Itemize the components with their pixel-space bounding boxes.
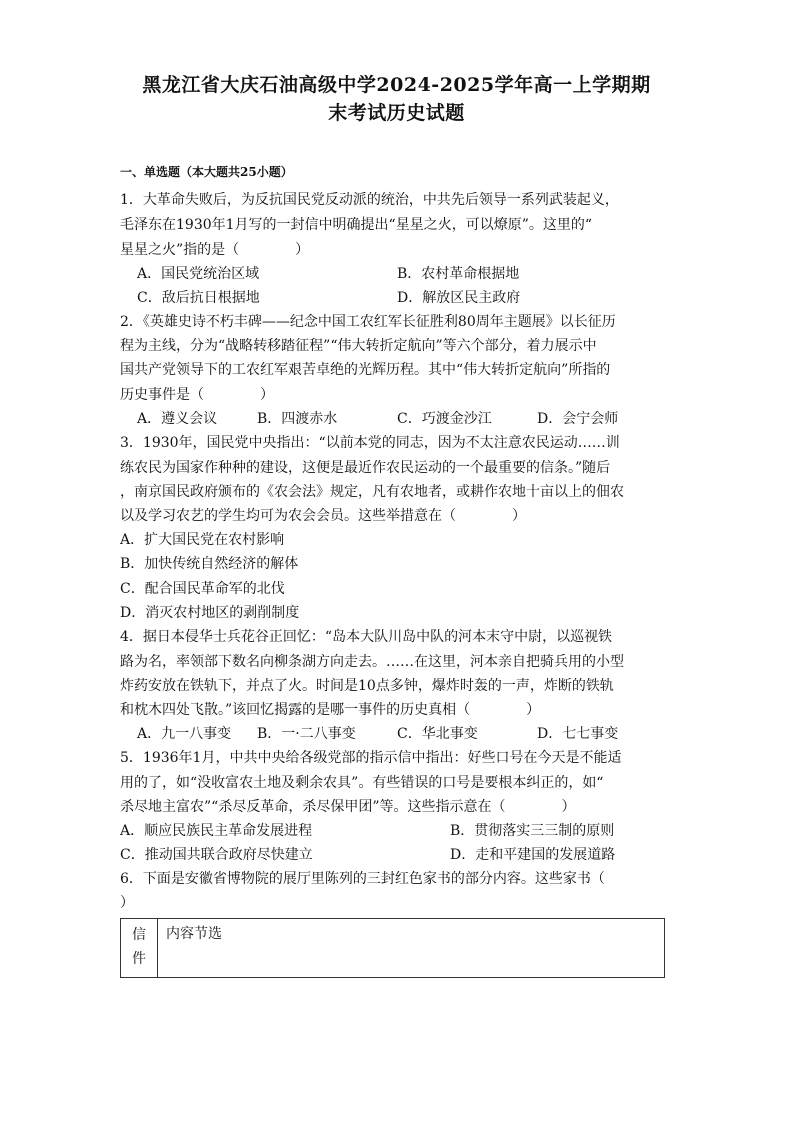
q1-option-c[interactable]: C．敌后抗日根据地: [137, 290, 260, 306]
q4-option-c[interactable]: C．华北事变: [397, 726, 478, 742]
q3-stem-line: 以及学习农艺的学生均可为农会会员。这些举措意在（ ）: [120, 508, 526, 524]
q1-option-d[interactable]: D．解放区民主政府: [397, 290, 521, 306]
q2-option-a[interactable]: A．遵义会议: [137, 411, 218, 427]
q3-stem-line: ，南京国民政府颁布的《农会法》规定，凡有农地者，或耕作农地十亩以上的佃农: [120, 484, 624, 500]
q3-stem-line: 练农民为国家作种种的建设，这便是最近作农民运动的一个最重要的信条。”随后: [120, 460, 611, 476]
q5-stem-line: 5．1936年1月，中共中央给各级党部的指示信中指出：好些口号在今天是不能适: [120, 750, 622, 766]
q4-stem-line: 4．据日本侵华士兵花谷正回忆：“岛本大队川岛中队的河本末守中尉，以巡视铁: [120, 629, 613, 645]
q3-option-b[interactable]: B．加快传统自然经济的解体: [120, 556, 299, 572]
q2-option-b[interactable]: B．四渡赤水: [257, 411, 338, 427]
q4-option-d[interactable]: D．七七事变: [537, 726, 619, 742]
exam-title-line2: 末考试历史试题: [328, 102, 465, 124]
q1-stem-line: 1．大革命失败后，为反抗国民党反动派的统治，中共先后领导一系列武装起义，: [120, 192, 619, 208]
q6-stem-line: 6．下面是安徽省博物院的展厅里陈列的三封红色家书的部分内容。这些家书（: [120, 871, 605, 887]
q4-option-b[interactable]: B．一·二八事变: [257, 726, 356, 742]
q6-stem-line: ）: [120, 895, 134, 911]
q3-option-a[interactable]: A．扩大国民党在农村影响: [120, 532, 285, 548]
section-heading: 一、单选题（本大题共25小题）: [120, 165, 293, 179]
q3-stem-line: 3．1930年，国民党中央指出：“以前本党的同志，因为不太注意农民运动……训: [120, 435, 620, 451]
exam-title-line1: 黑龙江省大庆石油高级中学2024-2025学年高一上学期期: [142, 74, 651, 96]
q5-option-d[interactable]: D．走和平建国的发展道路: [450, 847, 616, 863]
table-header-letter: 信件: [121, 919, 158, 978]
q4-option-a[interactable]: A．九一八事变: [137, 726, 232, 742]
q4-stem-line: 炸药安放在铁轨下，并点了火。时间是10点多钟，爆炸时轰的一声，炸断的铁轨: [120, 678, 614, 694]
q2-stem-line: 程为主线，分为“战略转移踏征程”“伟大转折定航向”等六个部分，着力展示中: [120, 338, 597, 354]
q1-stem-line: 毛泽东在1930年1月写的一封信中明确提出“星星之火，可以燎原”。这里的“: [120, 217, 593, 233]
q3-option-d[interactable]: D．消灭农村地区的剥削制度: [120, 605, 300, 621]
q1-stem-line: 星星之火”指的是（ ）: [120, 242, 310, 258]
q2-option-c[interactable]: C．巧渡金沙江: [397, 411, 492, 427]
q2-stem-line: 2．《英雄史诗不朽丰碑——纪念中国工农红军长征胜利80周年主题展》以长征历: [120, 314, 616, 330]
q2-stem-line: 国共产党领导下的工农红军艰苦卓绝的光辉历程。其中“伟大转折定航向”所指的: [120, 362, 611, 378]
q4-stem-line: 路为名，率领部下数名向柳条湖方向走去。……在这里，河本亲自把骑兵用的小型: [120, 654, 624, 670]
q5-stem-line: 杀尽地主富农”“杀尽反革命，杀尽保甲团”等。这些指示意在（ ）: [120, 799, 576, 815]
q2-stem-line: 历史事件是（ ）: [120, 387, 274, 403]
q1-option-b[interactable]: B．农村革命根据地: [397, 266, 520, 282]
q5-option-a[interactable]: A．顺应民族民主革命发展进程: [120, 823, 313, 839]
q5-option-c[interactable]: C．推动国共联合政府尽快建立: [120, 847, 313, 863]
q2-option-d[interactable]: D．会宁会师: [537, 411, 619, 427]
q5-stem-line: 用的了，如“没收富农土地及剩余农具”。有些错误的口号是要根本纠正的，如“: [120, 775, 604, 791]
q3-option-c[interactable]: C．配合国民革命军的北伐: [120, 581, 285, 597]
table-header-excerpt: 内容节选: [158, 919, 665, 978]
q1-option-a[interactable]: A．国民党统治区域: [137, 266, 260, 282]
letters-table: [120, 918, 665, 978]
table-header-row: [121, 919, 665, 978]
q4-stem-line: 和枕木四处飞散。”该回忆揭露的是哪一事件的历史真相（ ）: [120, 702, 541, 718]
q5-option-b[interactable]: B．贯彻落实三三制的原则: [450, 823, 615, 839]
